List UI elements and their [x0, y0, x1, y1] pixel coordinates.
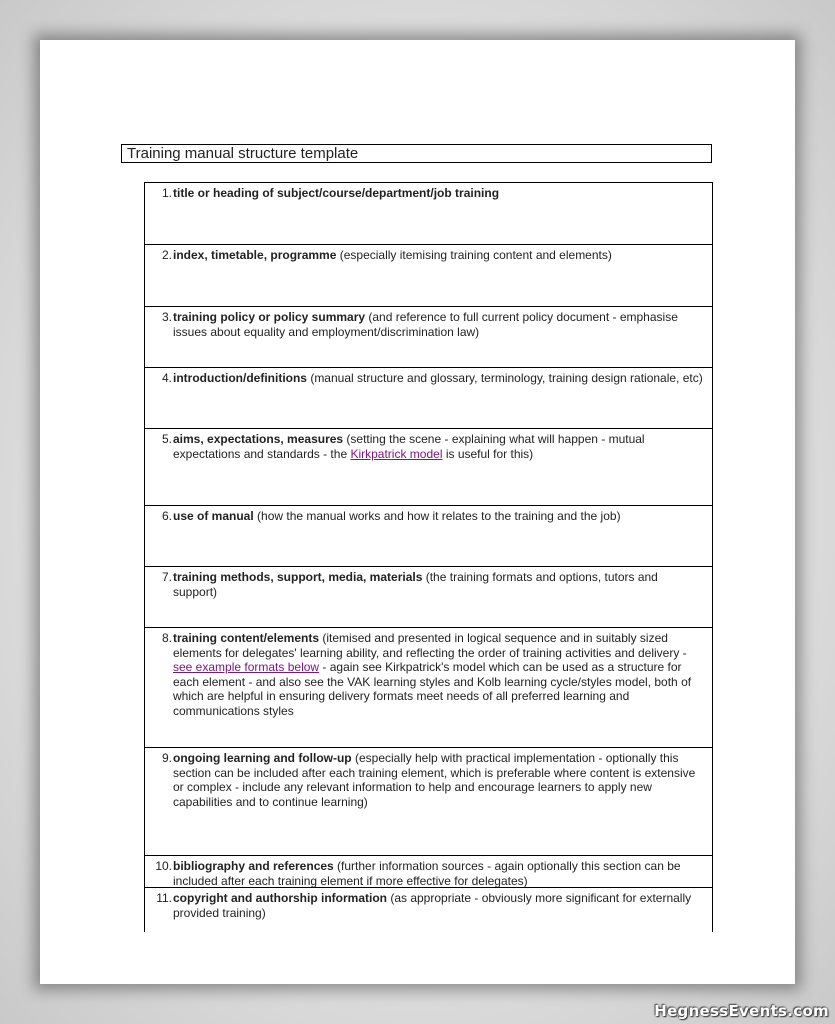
structure-table [144, 182, 713, 932]
item-number: 3. [161, 310, 172, 324]
document-page [40, 40, 795, 984]
item-description: (as appropriate - obviously more significant for externally provided training) [173, 891, 692, 920]
item-text [173, 631, 703, 718]
table-row-3 [145, 307, 712, 368]
item-description: (and reference to full current policy document - emphasise issues about equality and employment/discrimination law) [173, 310, 678, 339]
table-row-8 [145, 628, 712, 748]
item-text [173, 310, 703, 339]
item-description: (itemised and presented in logical sequence and in suitably sized elements for delegates' learning ability, and reflecting the order of training activities and delivery - [173, 631, 687, 660]
item-text [173, 371, 703, 386]
item-heading: index, timetable, programme [173, 248, 337, 262]
item-text [173, 859, 703, 888]
item-number: 7. [161, 570, 172, 584]
item-heading: ongoing learning and follow-up [173, 751, 352, 765]
item-heading: title or heading of subject/course/department/job training [173, 186, 500, 200]
item-heading: bibliography and references [173, 859, 334, 873]
item-number: 9. [161, 751, 172, 765]
example-formats-link[interactable]: see example formats below [173, 660, 320, 674]
table-row-11 [145, 888, 712, 933]
item-description: (how the manual works and how it relates to the training and the job) [253, 509, 621, 523]
item-description: (further information sources - again optionally this section can be included after each training element if more effective for delegates) [173, 859, 681, 888]
table-row-5 [145, 429, 712, 506]
item-number: 6. [161, 509, 172, 523]
kirkpatrick-model-link[interactable]: Kirkpatrick model [350, 446, 443, 461]
table-row-6 [145, 506, 712, 567]
item-heading: aims, expectations, measures [173, 432, 344, 446]
item-heading: training methods, support, media, materials [173, 570, 423, 584]
item-heading: training policy or policy summary [173, 310, 366, 324]
item-description: (setting the scene - explaining what will happen - mutual expectations and standards - the [173, 432, 645, 461]
item-description: (manual structure and glossary, terminology, training design rationale, etc) [306, 371, 703, 385]
site-watermark: HegnessEvents.com [654, 1002, 829, 1020]
item-text [173, 509, 703, 524]
item-text [173, 751, 703, 809]
item-number: 11. [156, 891, 172, 905]
item-text [173, 186, 703, 201]
item-heading: introduction/definitions [173, 371, 307, 385]
item-description: (especially help with practical implementation - optionally this section can be included after each training element, which is preferable where content is extensive or complex - include any relevant information to help and encourage learners to apply new capabilities and to continue learning) [173, 751, 696, 809]
table-row-1 [145, 183, 712, 245]
item-heading: training content/elements [173, 631, 320, 645]
item-text [173, 891, 703, 920]
table-row-4 [145, 368, 712, 429]
table-row-7 [145, 567, 712, 628]
table-row-2 [145, 245, 712, 307]
item-number: 1. [161, 186, 172, 200]
item-number: 10. [155, 859, 172, 873]
item-text [173, 570, 703, 599]
item-description-end: - again see Kirkpatrick's model which can be used as a structure for each element - and also see the VAK learning styles and Kolb learning cycle/styles model, both of which are helpful in ensuring delivery formats meet needs of all preferred learning and communications styles [173, 660, 692, 718]
item-description: (the training formats and options, tutors and support) [173, 570, 658, 599]
item-text [173, 432, 703, 461]
item-description: (especially itemising training content and elements) [336, 248, 612, 262]
item-number: 2. [161, 248, 172, 262]
item-text [173, 248, 703, 263]
item-number: 4. [161, 371, 172, 385]
item-heading: use of manual [173, 509, 254, 523]
item-heading: copyright and authorship information [173, 891, 387, 905]
document-title: Training manual structure template [121, 144, 712, 163]
item-number: 8. [161, 631, 172, 645]
table-row-10 [145, 856, 712, 888]
item-number: 5. [161, 432, 172, 446]
item-description-end: is useful for this) [442, 446, 534, 461]
table-row-9 [145, 748, 712, 856]
